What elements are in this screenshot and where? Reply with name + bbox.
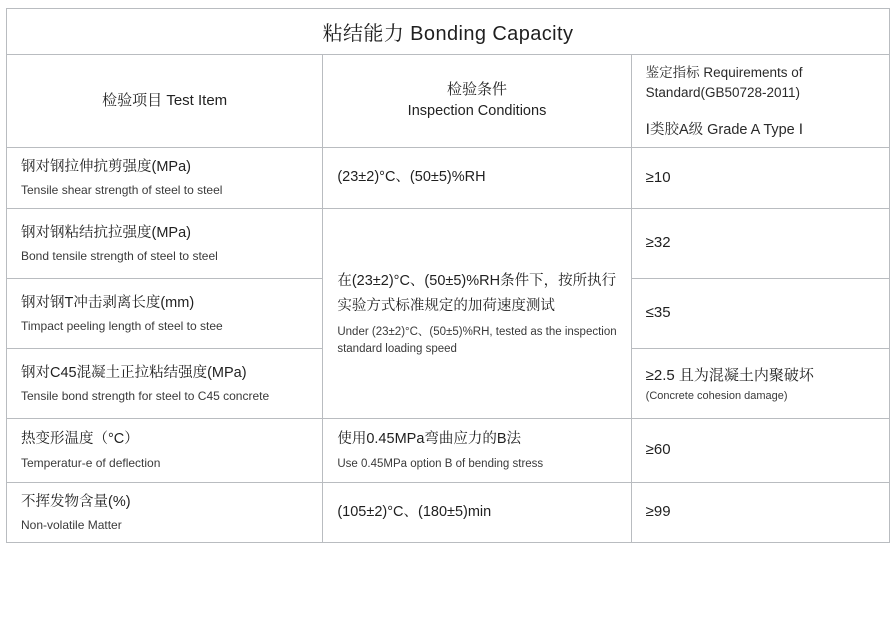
row-item-en: Non-volatile Matter [21,517,122,532]
header-grade-type [631,110,889,148]
header-test-item [7,55,323,148]
row-item-cn: 钢对C45混凝土正拉粘结强度(MPa) [21,364,247,381]
row-requirement-cell [631,278,889,348]
row-requirement-cell [631,208,889,278]
row-condition-cell [323,148,631,209]
row-item-cell [7,482,323,543]
row-item-cell [7,208,323,278]
row-item-cell [7,278,323,348]
row-condition-cn: 使用0.45MPa弯曲应力的B法 [337,430,522,447]
header-inspection-conditions [323,55,631,148]
row-item-en: Tensile bond strength for steel to C45 concrete [21,388,270,403]
row-requirement-cell [631,418,889,482]
bonding-capacity-table [6,8,890,543]
row-requirement-value: ≥2.5 且为混凝土内聚破坏 [645,367,814,385]
page-title-text: 粘结能力 Bonding Capacity [322,23,574,45]
row-condition-cn: (105±2)°C、(180±5)min [337,503,492,520]
row-item-cn: 钢对钢粘结抗拉强度(MPa) [21,224,191,241]
table-row [7,148,890,209]
row-item-cell [7,418,323,482]
row-requirement-value: ≥60 [645,440,671,458]
row-condition-cn: 在(23±2)°C、(50±5)%RH条件下，按所执行实验方式标准规定的加荷速度测试 [337,272,617,315]
table-row [7,418,890,482]
header-inspection-conditions-en: Inspection Conditions [407,103,547,120]
header-inspection-conditions-cn: 检验条件 [447,80,508,98]
table-row [7,208,890,278]
row-requirement-cell [631,348,889,418]
row-item-en: Bond tensile strength of steel to steel [21,248,218,263]
header-test-item-label: 检验项目 Test Item [102,91,228,109]
row-item-cn: 不挥发物含量(%) [21,493,131,510]
row-requirement-value: ≤35 [645,304,671,322]
row-item-cn: 钢对钢T冲击剥离长度(mm) [21,294,195,311]
row-item-cell [7,148,323,209]
row-condition-en: Under (23±2)°C、(50±5)%RH, tested as the inspection standard loading speed [337,325,617,355]
row-requirement-value: ≥99 [645,503,671,521]
row-condition-cell [323,418,631,482]
row-condition-cell [323,482,631,543]
table-header-row [7,55,890,111]
header-requirements-standard [631,55,889,111]
row-item-cn: 钢对钢拉伸抗剪强度(MPa) [21,159,191,176]
row-condition-cn: (23±2)°C、(50±5)%RH [337,169,486,186]
row-item-en: Temperatur-e of deflection [21,455,161,470]
row-requirement-cell [631,482,889,543]
row-item-cn: 热变形温度（°C） [21,431,139,448]
row-condition-en: Use 0.45MPa option B of bending stress [337,458,544,471]
page-title [7,9,890,55]
table-title-row [7,9,890,55]
header-requirements-standard-label: 鉴定指标 Requirements of Standard(GB50728-2011) [645,65,803,100]
row-condition-cell-merged [323,208,631,418]
row-item-en: Tensile shear strength of steel to steel [21,183,223,198]
table-row [7,482,890,543]
row-requirement-value: ≥32 [645,234,671,252]
row-item-cell [7,348,323,418]
row-requirement-cell [631,148,889,209]
row-requirement-note: (Concrete cohesion damage) [645,389,788,402]
row-requirement-value: ≥10 [645,168,671,186]
row-item-en: Timpact peeling length of steel to stee [21,318,223,333]
header-grade-type-label: Ⅰ类胶A级 Grade A Type Ⅰ [645,122,804,139]
